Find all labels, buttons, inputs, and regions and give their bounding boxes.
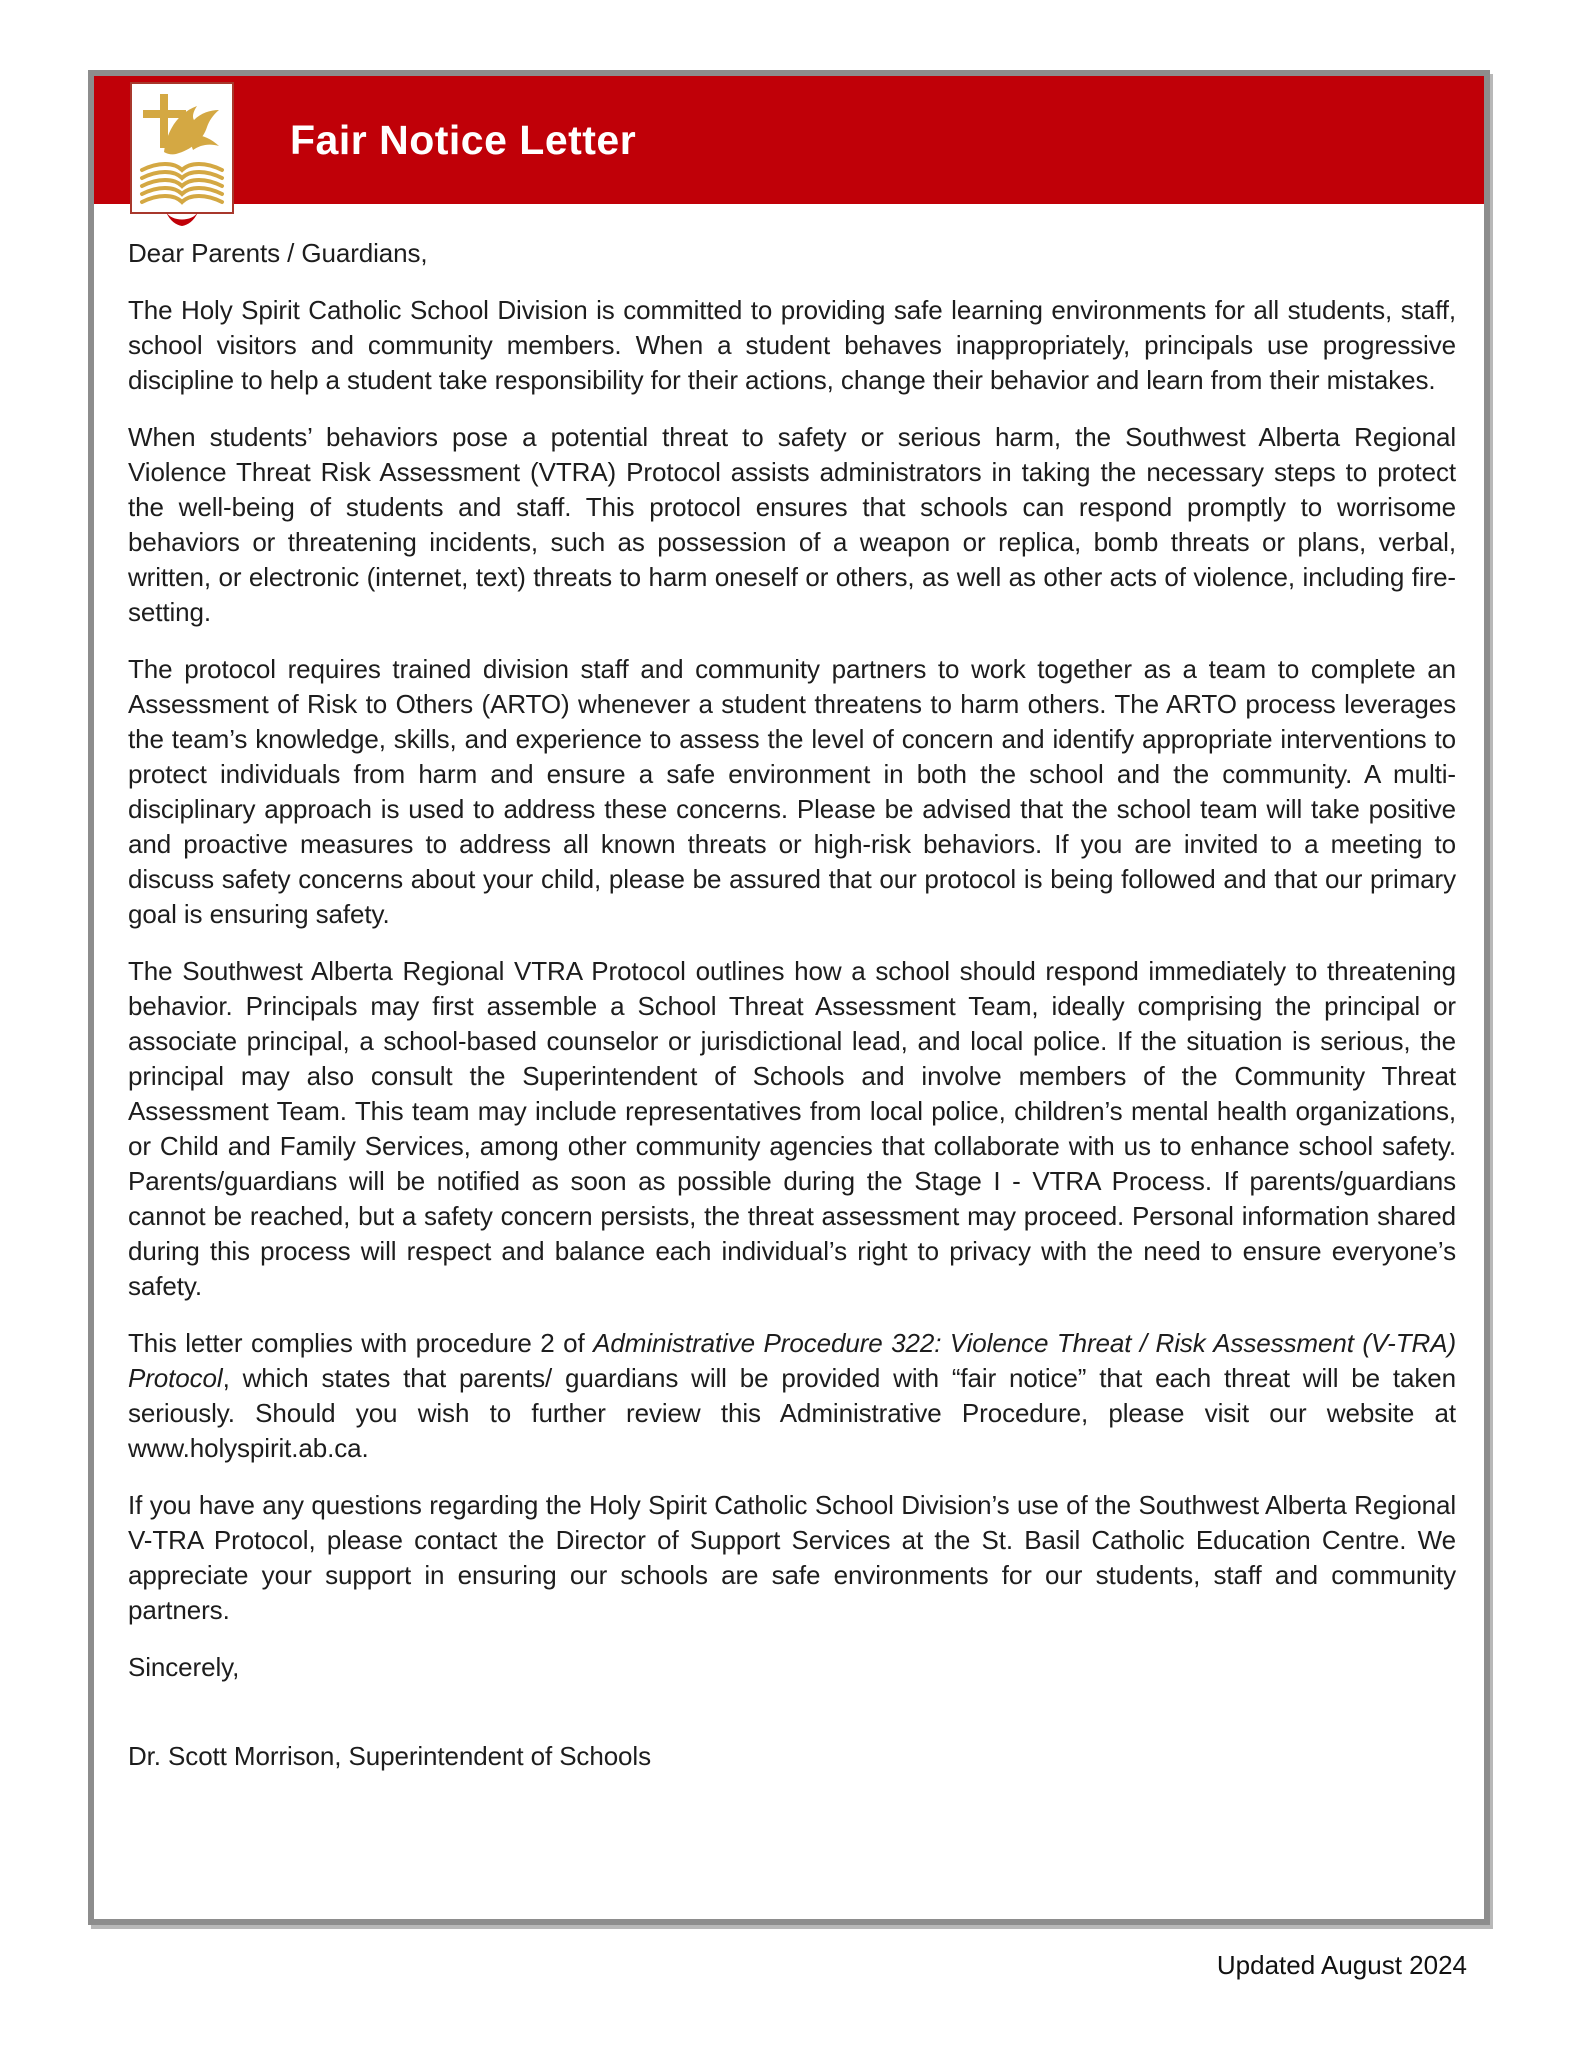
division-logo — [130, 82, 234, 228]
compliance-paragraph — [128, 1326, 1456, 1466]
paragraph-response-teams: The Southwest Alberta Regional VTRA Protocol outlines how a school should respond immediately to threatening behavior. Principals may first assemble a School Threat Assessment Team, ideally comprising the principal or associate principal, a school-based counselor or jurisdictional lead, and local police. If the situation is serious, the principal may also consult the Superintendent of Schools and involve members of the Community Threat Assessment Team. This team may include representatives from local police, children’s mental health organizations, or Child and Family Services, among other community agencies that collaborate with us to enhance school safety. Parents/guardians will be notified as soon as possible during the Stage I - VTRA Process. If parents/guardians cannot be reached, but a safety concern persists, the threat assessment may proceed. Personal information shared during this process will respect and balance each individual’s right to privacy with the need to ensure everyone’s safety. — [128, 956, 1456, 1301]
compliance-text-after: , which states that parents/ guardians will be provided with “fair notice” that each threat will be taken seriously. Should you wish to further review this Administrative Procedure, please visit our website at www.holyspirit.ab.ca. — [128, 1363, 1456, 1463]
letter-body — [94, 204, 1484, 1774]
paragraph-vtra-protocol: When students’ behaviors pose a potential threat to safety or serious harm, the Southwest Alberta Regional Violence Threat Risk Assessment (VTRA) Protocol assists administrators in taking the necessary steps to protect the well-being of students and staff. This protocol ensures that schools can respond promptly to worrisome behaviors or threatening incidents, such as possession of a weapon or replica, bomb threats or plans, verbal, written, or electronic (internet, text) threats to harm oneself or others, as well as other acts of violence, including fire-setting. — [128, 422, 1456, 627]
greeting: Dear Parents / Guardians, — [128, 238, 428, 268]
header-banner — [94, 76, 1484, 204]
signature: Dr. Scott Morrison, Superintendent of Schools — [128, 1741, 651, 1771]
page-title: Fair Notice Letter — [290, 116, 637, 163]
procedure-title-italic: Administrative Procedure 322: Violence Threat / Risk Assessment (V-TRA) Protocol — [128, 1328, 1456, 1393]
dove-cross-open-book-logo-icon — [130, 82, 234, 228]
letter-card — [88, 70, 1490, 1925]
compliance-text-before: This letter complies with procedure 2 of — [128, 1328, 594, 1358]
paragraph-arto-process: The protocol requires trained division staff and community partners to work together as a team to complete an Assessment of Risk to Others (ARTO) whenever a student threatens to harm others. The ARTO process leverages the team’s knowledge, skills, and experience to assess the level of concern and identify appropriate interventions to protect individuals from harm and ensure a safe environment in both the school and the community. A multi-disciplinary approach is used to address these concerns. Please be advised that the school team will take positive and proactive measures to address all known threats or high-risk behaviors. If you are invited to a meeting to discuss safety concerns about your child, please be assured that our protocol is being followed and that our primary goal is ensuring safety. — [128, 654, 1456, 929]
paragraph-questions-contact: If you have any questions regarding the Holy Spirit Catholic School Division’s use of the Southwest Alberta Regional V-TRA Protocol, please contact the Director of Support Services at the St. Basil Catholic Education Centre. We appreciate your support in ensuring our schools are safe environments for our students, staff and community partners. — [128, 1490, 1456, 1625]
paragraph-commitment: The Holy Spirit Catholic School Division is committed to providing safe learning environments for all students, staff, school visitors and community members. When a student behaves inappropriately, principals use progressive discipline to help a student take responsibility for their actions, change their behavior and learn from their mistakes. — [128, 295, 1456, 395]
footer-updated-note: Updated August 2024 — [1216, 1950, 1467, 1980]
closing: Sincerely, — [128, 1652, 240, 1682]
